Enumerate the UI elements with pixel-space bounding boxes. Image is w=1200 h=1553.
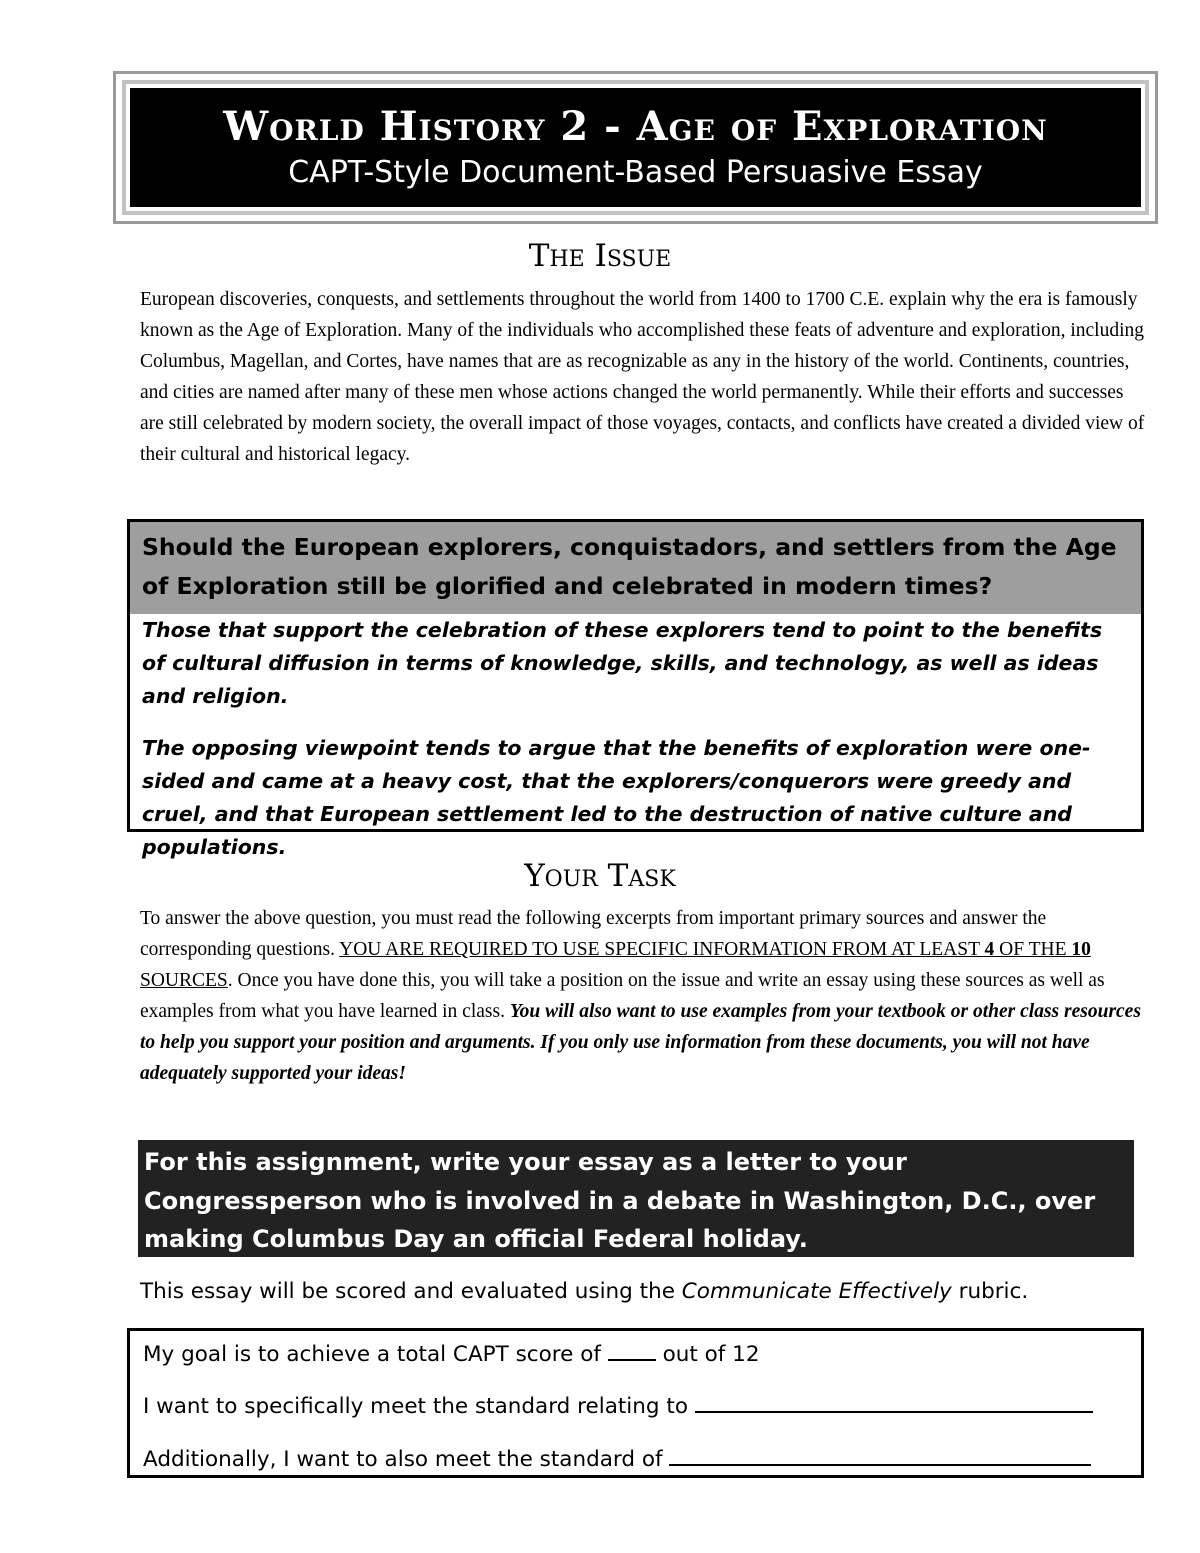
requirement-text-mid: OF THE [994, 939, 1072, 960]
score-blank[interactable] [608, 1337, 656, 1361]
requirement-text-end: SOURCES [140, 970, 228, 991]
task-intro: To answer the above question, you must read the following excerpts from important primary sources and answer the corresponding questions. [140, 908, 1047, 960]
task-heading: Your Task [524, 858, 676, 894]
goals-box [127, 1328, 1144, 1478]
goal-score-line [143, 1337, 760, 1367]
title-banner [113, 71, 1158, 224]
issue-paragraph: European discoveries, conquests, and settlements throughout the world from 1400 to 1700 C.E. explain why the era is famously known as the Age of Exploration. Many of the individuals who accomplished these feats of adventure and exploration, including Columbus, Magellan, and Cortes, have names that are as recognizable as any in the history of the world. Continents, countries, and cities are named after many of these men whose actions changed the world permanently. While their efforts and successes are still celebrated by modern society, the overall impact of those voyages, contacts, and conflicts have created a divided view of their cultural and historical legacy. [140, 289, 1145, 465]
task-emphasis: You will also want to use examples from your textbook or other class resources to help you support your position and arguments. If you only use information from these documents, you will not have adequately supported your ideas! [140, 1001, 1141, 1084]
task-paragraph [140, 903, 1155, 1089]
page-title: World History 2 - Age of Exploration [223, 102, 1048, 150]
issue-heading: The Issue [528, 238, 672, 274]
assignment-box: For this assignment, write your essay as a letter to your Congressperson who is involved in a debate in Washington, D.C., over making Columbus Day an official Federal holiday. [138, 1140, 1134, 1257]
task-instructions: . Once you have done this, you will take a position on the issue and write an essay using these sources as well as examples from what you have learned in class. [140, 970, 1105, 1022]
goal-additional-label: Additionally, I want to also meet the standard of [143, 1447, 670, 1472]
supporting-viewpoint: Those that support the celebration of these explorers tend to point to the benefits of cultural diffusion in terms of knowledge, skills, and technology, as well as ideas and religion. [142, 618, 1103, 708]
rubric-note [140, 1276, 1150, 1308]
essay-question: Should the European explorers, conquistadors, and settlers from the Age of Exploration still be glorified and celebrated in modern times? [130, 522, 1141, 614]
viewpoints [130, 614, 1141, 864]
rubric-text-end: rubric. [951, 1279, 1029, 1304]
rubric-text: This essay will be scored and evaluated using the [140, 1279, 682, 1304]
goal-additional-line [143, 1442, 1091, 1472]
rubric-name: Communicate Effectively [681, 1279, 952, 1304]
title-banner-frame [122, 80, 1149, 215]
title-box [130, 88, 1141, 207]
question-box [127, 519, 1144, 859]
requirement-text: YOU ARE REQUIRED TO USE SPECIFIC INFORMATION FROM AT LEAST [339, 939, 985, 960]
goal-score-label: My goal is to achieve a total CAPT score of [143, 1342, 608, 1367]
opposing-viewpoint: The opposing viewpoint tends to argue that the benefits of exploration were one-sided and came at a heavy cost, that the explorers/conquerors were greedy and cruel, and that European settlement led to the destruction of native culture and populations. [142, 736, 1091, 859]
requirement-total-sources: 10 [1071, 939, 1091, 960]
additional-standard-blank[interactable] [669, 1442, 1091, 1466]
goal-standard-line [143, 1389, 1093, 1419]
requirement-min-sources: 4 [984, 939, 995, 960]
standard-blank[interactable] [695, 1389, 1093, 1413]
goal-score-suffix: out of 12 [655, 1342, 760, 1367]
goal-standard-label: I want to specifically meet the standard relating to [143, 1394, 695, 1419]
page-subtitle: CAPT-Style Document-Based Persuasive Essay [288, 154, 983, 190]
